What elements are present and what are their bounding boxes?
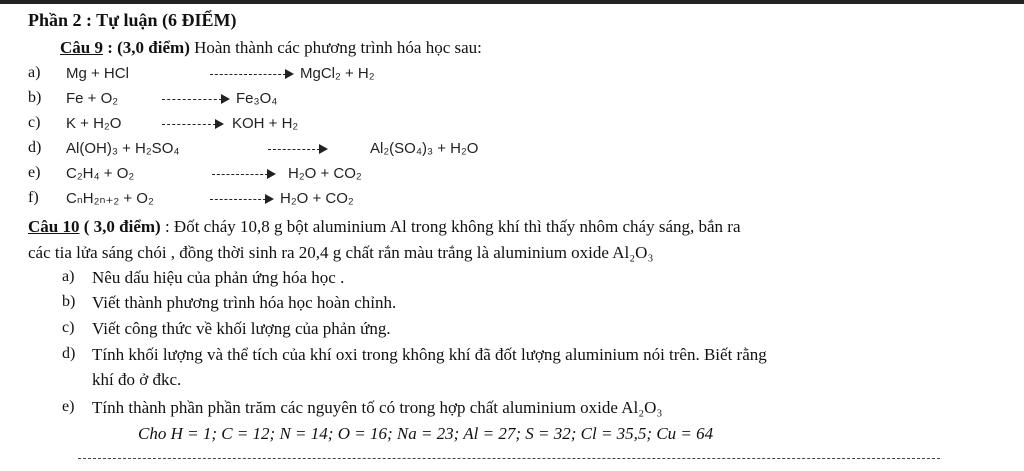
section-title	[28, 10, 237, 30]
q10-item-text-continued: khí đo ở đkc.	[92, 370, 182, 389]
q10-points: ( 3,0 điểm)	[79, 217, 161, 236]
equation-products: Al₂(SO₄)₃ + H₂O	[370, 140, 479, 157]
reaction-arrow-icon	[162, 124, 216, 125]
footer-divider	[78, 458, 940, 459]
equation-reactants: Mg + HCl	[66, 65, 129, 82]
equation-reactants: K + H₂O	[66, 115, 122, 132]
reaction-arrow-icon	[212, 174, 268, 175]
reaction-arrow-icon	[210, 74, 286, 75]
q10-label: Câu 10	[28, 217, 80, 236]
q9-points: : (3,0 điểm)	[102, 38, 190, 57]
equation-reactants: Fe + O₂	[66, 90, 119, 107]
reaction-arrow-icon	[268, 149, 320, 150]
reaction-arrow-icon	[162, 99, 222, 100]
equation-reactants: Al(OH)₃ + H₂SO₄	[66, 140, 180, 157]
q10-item-marker: b)	[62, 293, 76, 310]
q9-label: Câu 9	[60, 38, 103, 57]
q10-item-text: Tính khối lượng và thể tích của khí oxi trong không khí đã đốt lượng aluminium nói trên. Biết rằng	[92, 345, 767, 364]
q10-item-marker: d)	[62, 345, 76, 362]
equation-products: KOH + H₂	[232, 115, 299, 132]
q10-item-marker: c)	[62, 319, 75, 336]
q9-item-marker: c)	[28, 114, 41, 131]
equation-reactants: CₙH₂ₙ₊₂ + O₂	[66, 190, 154, 207]
q10-item-text: Tính thành phần phần trăm các nguyên tố có trong hợp chất aluminium oxide Al₂O₃	[92, 398, 663, 417]
q10-item-text: Viết công thức về khối lượng của phản ứng.	[92, 319, 391, 338]
equation-reactants: C₂H₄ + O₂	[66, 165, 135, 182]
q9-item-marker: d)	[28, 139, 42, 156]
top-border	[0, 0, 1024, 4]
atomic-masses-given: Cho H = 1; C = 12; N = 14; O = 16; Na = 23; Al = 27; S = 32; Cl = 35,5; Cu = 64	[138, 424, 714, 443]
q10-item-marker: e)	[62, 398, 75, 415]
section-title-text: Phần 2 : Tự luận (6 ĐIỂM)	[28, 10, 237, 30]
reaction-arrow-icon	[210, 199, 266, 200]
equation-products: MgCl₂ + H₂	[300, 65, 375, 82]
q9-text: Hoàn thành các phương trình hóa học sau:	[189, 38, 482, 57]
q10-text-line1: : Đốt cháy 10,8 g bột aluminium Al trong không khí thì thấy nhôm cháy sáng, bắn ra	[160, 217, 741, 236]
q9-item-marker: f)	[28, 189, 39, 206]
q9-heading	[60, 38, 482, 58]
q9-item-marker: b)	[28, 89, 42, 106]
equation-products: H₂O + CO₂	[280, 190, 354, 207]
q9-item-marker: e)	[28, 164, 41, 181]
equation-products: H₂O + CO₂	[288, 165, 362, 182]
q10-text-line2: các tia lửa sáng chói , đồng thời sinh ra 20,4 g chất rắn màu trắng là aluminium oxide Al₂O₃	[28, 243, 654, 262]
q10-item-text: Viết thành phương trình hóa học hoàn chỉnh.	[92, 293, 397, 312]
equation-products: Fe₃O₄	[236, 90, 278, 107]
q9-item-marker: a)	[28, 64, 41, 81]
q10-heading	[28, 217, 741, 237]
q10-item-marker: a)	[62, 268, 75, 285]
q10-item-text: Nêu dấu hiệu của phản ứng hóa học .	[92, 268, 345, 287]
